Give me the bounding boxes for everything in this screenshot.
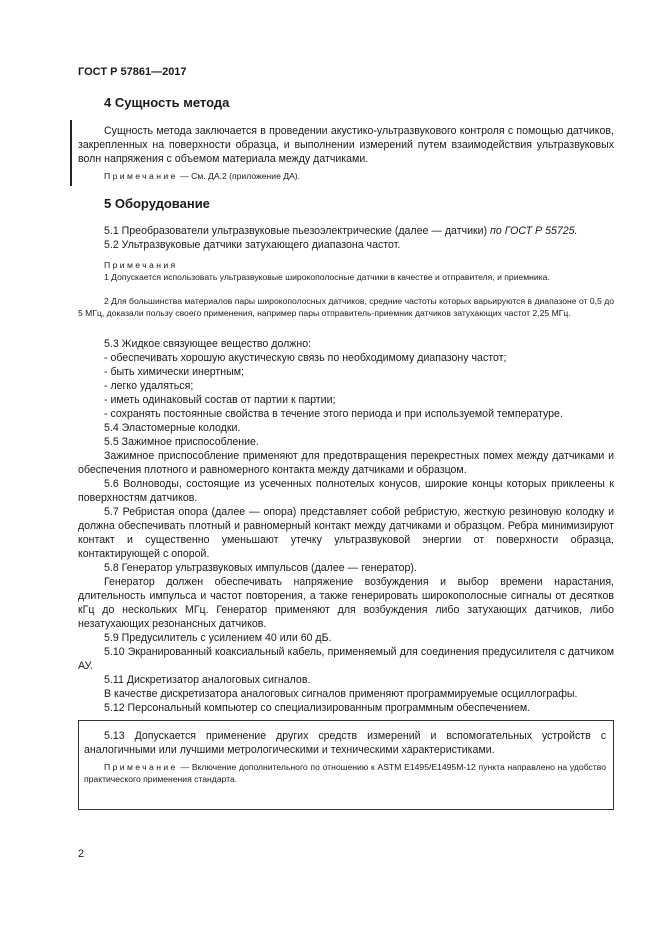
paragraph-5-4: 5.4 Эластомерные колодки. [104,422,241,434]
paragraph-5-3: 5.3 Жидкое связующее вещество должно: [104,338,312,350]
list-item: - быть химически инертным; [104,366,244,378]
paragraph-5-2: 5.2 Ультразвуковые датчики затухающего диапазона частот. [104,239,401,251]
paragraph-5-12: 5.12 Персональный компьютер со специализированным программным обеспечением. [104,702,531,714]
document-header: ГОСТ Р 57861—2017 [78,66,187,78]
paragraph-5-5: 5.5 Зажимное приспособление. [104,436,259,448]
list-item: - легко удаляться; [104,380,194,392]
paragraph-5-9: 5.9 Предусилитель с усилением 40 или 60 дБ. [104,632,332,644]
paragraph-5-1-text: 5.1 Преобразователи ультразвуковые пьезоэлектрические (далее — датчики) [104,225,491,237]
notes-label [78,260,614,272]
section-4-title: 4 Сущность метода [104,95,230,110]
paragraph-5-1 [78,224,614,238]
paragraph-5-11: 5.11 Дискретизатор аналоговых сигналов. [104,674,311,686]
note-2: 2 Для большинства материалов пары широкополосных датчиков, средние частоты которых варьируются в диапазоне от 0,5 до 5 МГц, доказали пользу своего применения, например пары отправитель-приемник датчиков затухающих частот 2,25 МГц. [78,296,614,318]
note-text: — См. ДА.2 (приложение ДА). [177,171,301,181]
paragraph-5-10: 5.10 Экранированный коаксиальный кабель, применяемый для соединения предусилителя с датчиком АУ. [78,646,614,672]
paragraph-5-7: 5.7 Ребристая опора (далее — опора) представляет собой ребристую, жесткую резиновую колодку и должна обеспечивать плотный и равномерный контакт между датчиками и образцом. Ребра минимизируют контакт и существенно уменьшают утечку ультразвуковой энергии от поверхности образца, контактирующей с опорой. [78,506,614,560]
note-label: Примечание [104,171,178,181]
section-5-title: 5 Оборудование [104,196,210,211]
paragraph-5-8: 5.8 Генератор ультразвуковых импульсов (далее — генератор). [104,562,417,574]
box-note-label: Примечание [104,762,178,772]
list-item: - иметь одинаковый состав от партии к партии; [104,394,336,406]
section-4-note [78,171,614,183]
paragraph-5-1-ref: по ГОСТ Р 55725. [490,225,578,237]
paragraph-5-13: 5.13 Допускается применение других средств измерений и вспомогательных устройств с аналогичными или лучшими метрологическими и техническими характеристиками. [84,730,606,756]
box-note-text: — Включение дополнительного по отношению к ASTM E1495/E1495M-12 пункта направлено на удобство практического применения стандарта. [84,762,606,784]
paragraph-5-11-text: В качестве дискретизатора аналоговых сигналов применяют программируемые осциллографы. [104,688,578,700]
box-note [84,762,606,786]
paragraph-5-6: 5.6 Волноводы, состоящие из усеченных полнотелых конусов, широкие концы которых приклеены к поверхностям датчиков. [78,478,614,504]
notes-label-text: Примечания [104,260,178,270]
paragraph-5-5-text: Зажимное приспособление применяют для предотвращения перекрестных помех между датчиками и обеспечения плотного и равномерного контакта между датчиками и образцом. [78,450,614,476]
paragraph-5-8-text: Генератор должен обеспечивать напряжение возбуждения и выбор времени нарастания, длительность импульса и частот повторения, а также генерировать широкополосные сигналы от десятков кГц до нескольких МГц. Генератор применяют для возбуждения либо затухающих датчиков, либо незатухающих резонансных датчиков. [78,576,614,630]
change-bar [70,120,72,186]
note-1: 1 Допускается использовать ультразвуковые широкополосные датчики в качестве и отправителя, и приемника. [104,272,550,282]
list-item: - обеспечивать хорошую акустическую связь по необходимому диапазону частот; [104,352,507,364]
page-number: 2 [78,848,85,860]
list-item: - сохранять постоянные свойства в течение этого периода и при используемой температуре. [104,408,563,420]
section-4-body: Сущность метода заключается в проведении акустико-ультразвукового контроля с помощью датчиков, закрепленных на поверхности образца, и выполнении измерений путем взаимодействия ультразвуковых волн напряжения с объемом материала между датчиками. [78,125,614,165]
